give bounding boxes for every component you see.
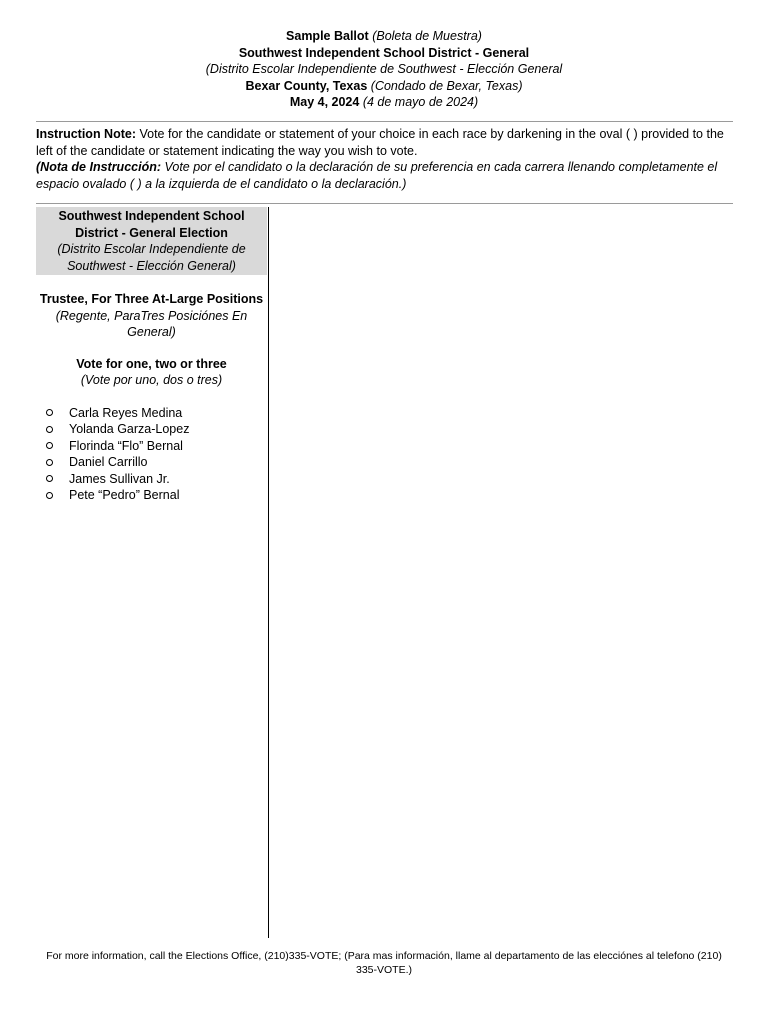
- instruction-divider: [36, 203, 733, 204]
- instruction-text-spanish: Vote por el candidato o la declaración de su preferencia en cada carrera llenando completamente el espacio ovalado ( ) a la izquierda de el candidato o la declaración.): [36, 160, 718, 191]
- oval-icon[interactable]: [46, 442, 53, 449]
- instruction-label-spanish: (Nota de Instrucción:: [36, 160, 162, 174]
- district-name-spanish: (Distrito Escolar Independiente de Southwest - Elección General: [205, 62, 563, 76]
- date-line: [0, 94, 768, 111]
- oval-icon[interactable]: [46, 492, 53, 499]
- candidate-option[interactable]: [36, 421, 267, 438]
- oval-icon[interactable]: [46, 459, 53, 466]
- candidate-list: [36, 405, 267, 504]
- county-name: Bexar County, Texas: [245, 78, 368, 93]
- race-trustee: [36, 207, 267, 520]
- candidate-name: James Sullivan Jr.: [69, 471, 170, 486]
- candidate-option[interactable]: [36, 487, 267, 504]
- column-divider: [268, 207, 269, 938]
- race-header-title-spanish: (Distrito Escolar Independiente de Southwest - Elección General): [57, 242, 246, 273]
- ballot-title: Sample Ballot: [286, 29, 369, 43]
- footer-note: For more information, call the Elections Office, (210)335-VOTE; (Para mas información, llame al departamento de las elecciónes al telefono (210) 335-VOTE.): [46, 950, 722, 976]
- office-title-spanish: (Regente, ParaTres Posiciónes En General): [55, 308, 248, 339]
- election-date: May 4, 2024: [289, 95, 360, 109]
- vote-for-instruction: Vote for one, two or three: [76, 356, 227, 371]
- candidate-option[interactable]: [36, 471, 267, 488]
- candidate-option[interactable]: [36, 405, 267, 422]
- office-title-block: [36, 291, 267, 341]
- ballot-title-line: [0, 28, 768, 45]
- candidate-option[interactable]: [36, 438, 267, 455]
- district-name: Southwest Independent School District - General: [238, 45, 530, 60]
- header-divider: [36, 121, 733, 122]
- oval-icon[interactable]: [46, 409, 53, 416]
- oval-icon[interactable]: [46, 475, 53, 482]
- vote-for-instruction-spanish: (Vote por uno, dos o tres): [80, 373, 223, 387]
- candidate-name: Florinda “Flo” Bernal: [69, 438, 183, 453]
- district-line: [0, 45, 768, 62]
- ballot-title-spanish: (Boleta de Muestra): [372, 29, 482, 43]
- instruction-note: [36, 126, 733, 192]
- candidate-option[interactable]: [36, 454, 267, 471]
- candidate-name: Daniel Carrillo: [69, 455, 148, 469]
- county-line: [0, 78, 768, 95]
- candidate-name: Carla Reyes Medina: [69, 405, 183, 420]
- instruction-english: [36, 126, 733, 159]
- instruction-spanish: [36, 159, 733, 192]
- election-date-spanish: (4 de mayo de 2024): [362, 95, 479, 109]
- instruction-label: Instruction Note:: [36, 127, 136, 141]
- race-header-title: Southwest Independent School District - General Election: [58, 209, 245, 240]
- office-title: Trustee, For Three At-Large Positions: [39, 292, 264, 306]
- county-name-spanish: (Condado de Bexar, Texas): [370, 78, 523, 93]
- instruction-text: Vote for the candidate or statement of your choice in each race by darkening in the oval ( ) provided to the left of the candidate or statement indicating the way you wish to vote.: [36, 127, 724, 158]
- vote-for-block: [36, 356, 267, 389]
- oval-icon[interactable]: [46, 426, 53, 433]
- ballot-header: [0, 28, 768, 111]
- race-header: [36, 207, 267, 275]
- candidate-name: Pete “Pedro” Bernal: [69, 488, 180, 502]
- district-spanish-line: [0, 61, 768, 78]
- candidate-name: Yolanda Garza-Lopez: [69, 422, 190, 436]
